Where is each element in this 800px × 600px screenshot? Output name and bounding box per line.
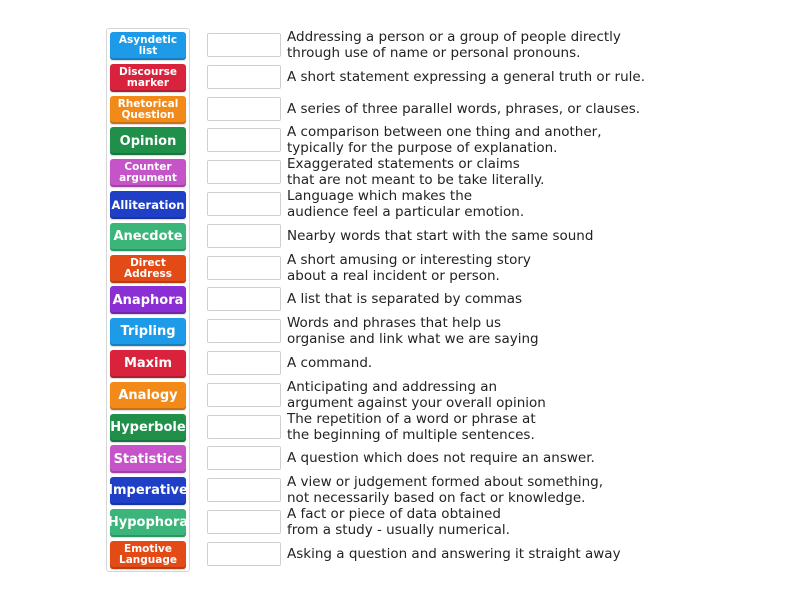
definition-line: typically for the purpose of explanation.: [287, 140, 558, 157]
drop-target-box[interactable]: [207, 192, 281, 216]
definition-text: [287, 379, 647, 411]
definition-line: through use of name or personal pronouns.: [287, 45, 581, 61]
definition-text: [287, 156, 647, 188]
tile-panel: [106, 28, 190, 572]
definition-text: [287, 474, 647, 506]
definition-line: the beginning of multiple sentences.: [287, 426, 535, 443]
definition-line: A fact or piece of data obtained: [287, 506, 501, 522]
answer-tile[interactable]: Discourse marker: [110, 64, 186, 92]
answer-tile[interactable]: Emotive Language: [110, 541, 186, 569]
answer-tile[interactable]: Imperative: [110, 477, 186, 505]
definition-line: A question which does not require an answer.: [287, 450, 595, 467]
answer-tile[interactable]: Statistics: [110, 445, 186, 473]
definition-line: A command.: [287, 355, 373, 371]
answer-tile[interactable]: Alliteration: [110, 191, 186, 219]
definition-line: Addressing a person or a group of people directly: [287, 29, 621, 45]
drop-target-box[interactable]: [207, 224, 281, 248]
definition-text: [287, 315, 647, 347]
definition-line: A view or judgement formed about something,: [287, 474, 604, 491]
definition-line: A series of three parallel words, phrases, or clauses.: [287, 100, 641, 117]
definition-line: Asking a question and answering it straight away: [287, 545, 621, 562]
answer-tile[interactable]: Rhetorical Question: [110, 96, 186, 124]
definition-text: [287, 228, 647, 244]
definition-line: A short statement expressing a general truth or rule.: [287, 68, 645, 85]
definition-line: argument against your overall opinion: [287, 394, 546, 411]
definition-line: from a study - usually numerical.: [287, 522, 510, 538]
drop-target-box[interactable]: [207, 319, 281, 343]
definition-line: A short amusing or interesting story: [287, 251, 531, 268]
drop-target-box[interactable]: [207, 128, 281, 152]
definition-line: Language which makes the: [287, 188, 473, 204]
definition-text: [287, 291, 647, 307]
answer-tile[interactable]: Analogy: [110, 382, 186, 410]
definition-text: [287, 188, 647, 220]
definition-text: [287, 101, 647, 117]
drop-target-box[interactable]: [207, 542, 281, 566]
definition-line: not necessarily based on fact or knowledge.: [287, 490, 586, 507]
definition-line: A comparison between one thing and another,: [287, 124, 602, 141]
drop-target-box[interactable]: [207, 160, 281, 184]
drop-target-box[interactable]: [207, 510, 281, 534]
definition-line: that are not meant to be take literally.: [287, 172, 545, 189]
definition-text: [287, 124, 647, 156]
definition-line: The repetition of a word or phrase at: [287, 410, 536, 427]
definition-text: [287, 69, 647, 85]
definition-text: [287, 546, 647, 562]
definition-line: Nearby words that start with the same sound: [287, 227, 594, 244]
drop-target-box[interactable]: [207, 478, 281, 502]
definition-line: Exaggerated statements or claims: [287, 156, 520, 173]
definition-line: about a real incident or person.: [287, 267, 500, 284]
answer-tile[interactable]: Hyperbole: [110, 414, 186, 442]
definition-line: A list that is separated by commas: [287, 291, 523, 308]
definition-line: Anticipating and addressing an: [287, 378, 498, 395]
drop-target-box[interactable]: [207, 351, 281, 375]
definition-line: organise and link what we are saying: [287, 331, 539, 348]
answer-tile[interactable]: Direct Address: [110, 255, 186, 283]
drop-target-box[interactable]: [207, 287, 281, 311]
drop-target-box[interactable]: [207, 383, 281, 407]
drop-target-box[interactable]: [207, 97, 281, 121]
definition-text: [287, 355, 647, 371]
answer-tile[interactable]: Maxim: [110, 350, 186, 378]
answer-tile[interactable]: Anaphora: [110, 286, 186, 314]
definition-text: [287, 411, 647, 443]
answer-tile[interactable]: Hypophora: [110, 509, 186, 537]
definition-text: [287, 29, 647, 61]
answer-tile[interactable]: Asyndetic list: [110, 32, 186, 60]
answer-tile[interactable]: Anecdote: [110, 223, 186, 251]
definition-text: [287, 506, 647, 538]
drop-target-box[interactable]: [207, 446, 281, 470]
answer-tile[interactable]: Tripling: [110, 318, 186, 346]
drop-target-box[interactable]: [207, 256, 281, 280]
definition-text: [287, 252, 647, 284]
answer-tile[interactable]: Opinion: [110, 127, 186, 155]
definition-line: audience feel a particular emotion.: [287, 204, 525, 220]
drop-target-box[interactable]: [207, 415, 281, 439]
definition-text: [287, 450, 647, 466]
drop-target-box[interactable]: [207, 33, 281, 57]
answer-tile[interactable]: Counter argument: [110, 159, 186, 187]
definition-line: Words and phrases that help us: [287, 315, 502, 332]
drop-target-box[interactable]: [207, 65, 281, 89]
